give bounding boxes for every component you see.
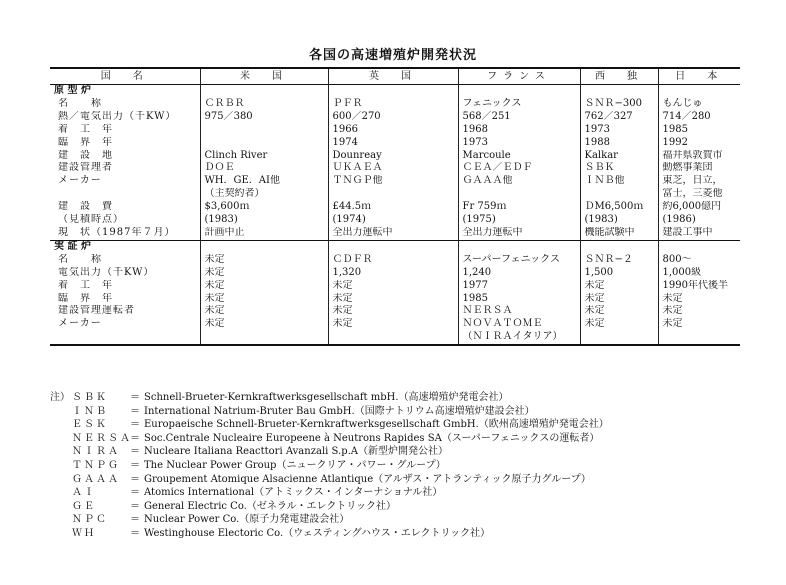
note-prefix: 注） [50,392,70,403]
row-label: 着 工 年 [58,123,113,135]
table-cell [200,124,328,137]
table-cell: 未定 [328,305,458,318]
note-indent [50,418,72,432]
header-japan: 日 本 [658,68,740,85]
note-definition: Nuclear Power Co.（原子力発電建設会社） [144,514,350,526]
table-cell: 動燃事業団 [658,162,740,175]
table-cell: 未定 [580,293,658,306]
header-country: 国 名 [100,71,149,82]
header-row [50,68,740,85]
table-cell: ＰＦＲ [328,98,458,111]
table-cell: 568／251 [458,111,580,124]
table-cell: 975／380 [200,111,328,124]
table-cell: 建設工事中 [658,227,740,240]
row-label: メーカー [58,318,102,330]
note-abbreviation: ＩＮＢ [72,405,108,417]
table-cell: 800〜 [658,254,740,267]
note-definition: General Electric Co.（ゼネラル・エレクトリック社） [144,500,396,512]
note-equals: ＝ [130,419,140,431]
document-title: 各国の高速増殖炉開発状況 [308,48,477,63]
table-cell: ＮＥＲＳＡ [458,305,580,318]
note-abbreviation: ＷＨ [72,527,96,539]
table-cell: ＧＡＡＡ他 [458,175,580,188]
header-france: フランス [458,68,580,85]
table-row [50,305,740,318]
table-cell: 未定 [580,318,658,331]
note-abbreviation: ＮＰＣ [72,514,108,526]
table-cell: ＮＯＶＡＴＯＭＥ [458,318,580,331]
table-cell: ＳＮＲ−２ [580,254,658,267]
table-cell [658,240,740,253]
table-cell: £44.5ｍ [328,201,458,214]
table-row [50,201,740,214]
note-equals: ＝ [130,514,140,526]
note-equals: ＝ [130,473,140,485]
note-item [50,527,750,541]
note-abbreviation: ＮＩＲＡ [72,446,120,458]
row-label: 臨 界 年 [58,136,113,148]
note-definition: Nucleare Italiana Reacttori Avanzali S.p.A（新型炉開発公社） [144,446,448,458]
table-cell: スーパーフェニックス [458,254,580,267]
note-indent [50,473,72,487]
table-cell [328,85,458,98]
table-row [50,137,740,150]
table-cell: 1973 [580,124,658,137]
table-cell [580,188,658,201]
note-item [50,486,750,500]
table-row [50,150,740,163]
table-cell: ＳＮＲ−300 [580,98,658,111]
header-west-germany: 西 独 [580,68,658,85]
note-abbreviation: ＴＮＰＧ [72,459,120,471]
note-abbreviation: ＡＩ [72,487,96,499]
header-usa: 米 国 [200,68,328,85]
table-cell: 未定 [658,305,740,318]
table-cell [580,85,658,98]
table-row [50,331,740,345]
table-cell: ＵＫＡＥＡ [328,162,458,175]
table-row [50,111,740,124]
note-equals: ＝ [130,432,140,444]
table-cell: ＴＮＧＰ他 [328,175,458,188]
table-cell [200,85,328,98]
row-label: 熱／電気出力（千KW） [58,110,177,122]
note-indent [50,432,72,446]
table-cell: 1,000級 [658,267,740,280]
row-label: 臨 界 年 [58,292,113,304]
table-cell: （主契約者） [200,188,328,201]
table-cell: (1975) [458,214,580,227]
table-cell [200,331,328,345]
table-cell: 1977 [458,280,580,293]
note-abbreviation: ＥＳＫ [72,419,108,431]
note-equals: ＝ [130,527,140,539]
table-cell: 1,320 [328,267,458,280]
note-equals: ＝ [130,459,140,471]
table-cell: (1983) [200,214,328,227]
table-cell: 600／270 [328,111,458,124]
note-item [50,473,750,487]
table-cell: 1990年代後半 [658,280,740,293]
table-cell: 1,240 [458,267,580,280]
table-cell [658,331,740,345]
table-cell: 計画中止 [200,227,328,240]
row-label: 名 称 [58,97,102,109]
table-cell [328,240,458,253]
table-cell: 1968 [458,124,580,137]
table-cell [328,188,458,201]
table-cell: ＤＯＥ [200,162,328,175]
row-label: （見積時点） [58,214,124,226]
note-indent [50,445,72,459]
note-indent [50,459,72,473]
row-label: 電気出力（千KW） [58,266,155,278]
table-cell: 未定 [200,254,328,267]
note-item [50,405,750,419]
note-indent [50,405,72,419]
demonstration-reactor-section [50,240,740,345]
table-cell: 未定 [328,293,458,306]
table-cell: (1983) [580,214,658,227]
table-cell: ＳＢＫ [580,162,658,175]
note-equals: ＝ [130,500,140,512]
note-item [50,418,750,432]
table-cell: 未定 [658,293,740,306]
row-label: 建 設 地 [58,149,113,161]
table-cell: ＣＤＦＲ [328,254,458,267]
table-cell: 未定 [328,280,458,293]
table-cell [580,331,658,345]
table-row [50,318,740,331]
table-cell: フェニックス [458,98,580,111]
note-abbreviation: ＮＥＲＳＡ [72,432,132,444]
section-heading-row [50,240,740,253]
table-cell: 1988 [580,137,658,150]
table-cell: ＩＮＢ他 [580,175,658,188]
note-definition: Europaeische Schnell-Brueter-Kernkraftwerksgesellschaft GmbH.（欧州高速増殖炉発電会社） [144,419,609,431]
note-equals: ＝ [130,392,140,403]
table-cell: 未定 [200,318,328,331]
table-cell: 富士，三菱他 [658,188,740,201]
prototype-reactor-section [50,85,740,241]
table-cell [458,188,580,201]
table-cell: 未定 [580,280,658,293]
note-definition: Schnell-Brueter-Kernkraftwerksgesellschaft mbH.（高速増殖炉発電会社） [144,392,509,403]
table-cell [328,331,458,345]
section-heading-row [50,85,740,98]
table-cell: Fr 759ｍ [458,201,580,214]
row-label: 建設管理運転者 [58,305,135,317]
table-cell: 1992 [658,137,740,150]
table-cell: 1985 [658,124,740,137]
note-definition: Westinghouse Electoric Co.（ウェスティングハウス・エレクトリック社） [144,527,491,539]
table-row [50,267,740,280]
row-label: 建 設 費 [58,201,113,213]
table-row [50,98,740,111]
table-row [50,227,740,240]
table-row [50,254,740,267]
table-cell: 福井県敦賀市 [658,150,740,163]
table-cell: 1973 [458,137,580,150]
table-cell: 約6,000億円 [658,201,740,214]
table-cell: 1974 [328,137,458,150]
note-item [50,432,750,446]
note-definition: International Natrium-Bruter Bau GmbH.（国際ナトリウム高速増殖炉建設会社） [144,405,535,417]
table-cell: 未定 [200,293,328,306]
table-cell: Dounreay [328,150,458,163]
table-cell: 714／280 [658,111,740,124]
table-cell: (1986) [658,214,740,227]
table-cell: ＣＥＡ／ＥＤＦ [458,162,580,175]
table-cell [200,240,328,253]
table-cell: 762／327 [580,111,658,124]
note-item [50,445,750,459]
table-cell [458,240,580,253]
row-label [50,331,200,345]
table-cell [658,85,740,98]
table-cell: $3,600ｍ [200,201,328,214]
note-indent [50,527,72,541]
table-row [50,175,740,188]
table-cell: （ＮＩＲＡイタリア） [458,331,580,345]
table-cell: Marcoule [458,150,580,163]
table-cell: 未定 [328,318,458,331]
table-row [50,162,740,175]
note-indent [50,486,72,500]
table-cell: 未定 [580,305,658,318]
table-cell: 未定 [200,267,328,280]
table-cell: 1,500 [580,267,658,280]
table-cell: 未定 [200,305,328,318]
note-definition: The Nuclear Power Group（ニュークリア・パワー・グループ） [144,459,446,471]
note-equals: ＝ [130,446,140,458]
table-cell: WH．GE．AI他 [200,175,328,188]
section-heading: 実 証 炉 [54,240,91,252]
note-abbreviation: ＧＥ [72,500,96,512]
table-cell [200,137,328,150]
table-cell [580,240,658,253]
note-definition: Groupement Atomique Alsacienne Atlantique（アルザス・アトランティック原子力グループ） [144,473,591,485]
table-cell: 全出力運転中 [328,227,458,240]
table-cell: 全出力運転中 [458,227,580,240]
note-item [50,459,750,473]
row-label: メーカー [58,175,102,187]
note-equals: ＝ [130,487,140,499]
table-row [50,124,740,137]
footnotes [50,391,750,541]
table-cell: Clinch River [200,150,328,163]
table-row [50,280,740,293]
table-cell: ＤM6,500ｍ [580,201,658,214]
row-label: 着 工 年 [58,279,113,291]
note-indent [50,500,72,514]
table-cell: ＣＲＢＲ [200,98,328,111]
table-cell: Kalkar [580,150,658,163]
table-cell: (1974) [328,214,458,227]
table-cell: 機能試験中 [580,227,658,240]
table-cell: 未定 [200,280,328,293]
row-label: 名 称 [58,253,102,265]
row-label: 現 状（1987年７月） [58,226,176,238]
section-heading: 原 型 炉 [54,85,91,96]
table-cell: もんじゅ [658,98,740,111]
note-abbreviation: ＧＡＡＡ [72,473,120,485]
row-label [50,188,200,201]
header-uk: 英 国 [328,68,458,85]
note-definition: Soc.Centrale Nucleaire Europeene à Neutrons Rapides SA（スーパーフェニックスの運転者） [144,432,600,444]
row-label: 建設管理者 [58,162,113,174]
fbr-status-table [50,67,740,346]
table-row [50,188,740,201]
table-cell: 未定 [658,318,740,331]
table-cell: 1966 [328,124,458,137]
note-definition: Atomics International（アトミックス・インターナショナル社） [144,487,443,499]
note-indent [50,513,72,527]
table-cell: 東芝，日立， [658,175,740,188]
table-cell [458,85,580,98]
table-cell: 1985 [458,293,580,306]
table-row [50,214,740,227]
table-row [50,293,740,306]
note-item [50,500,750,514]
note-item [50,513,750,527]
note-item [50,391,750,405]
note-equals: ＝ [130,405,140,417]
note-abbreviation: ＳＢＫ [72,392,108,403]
